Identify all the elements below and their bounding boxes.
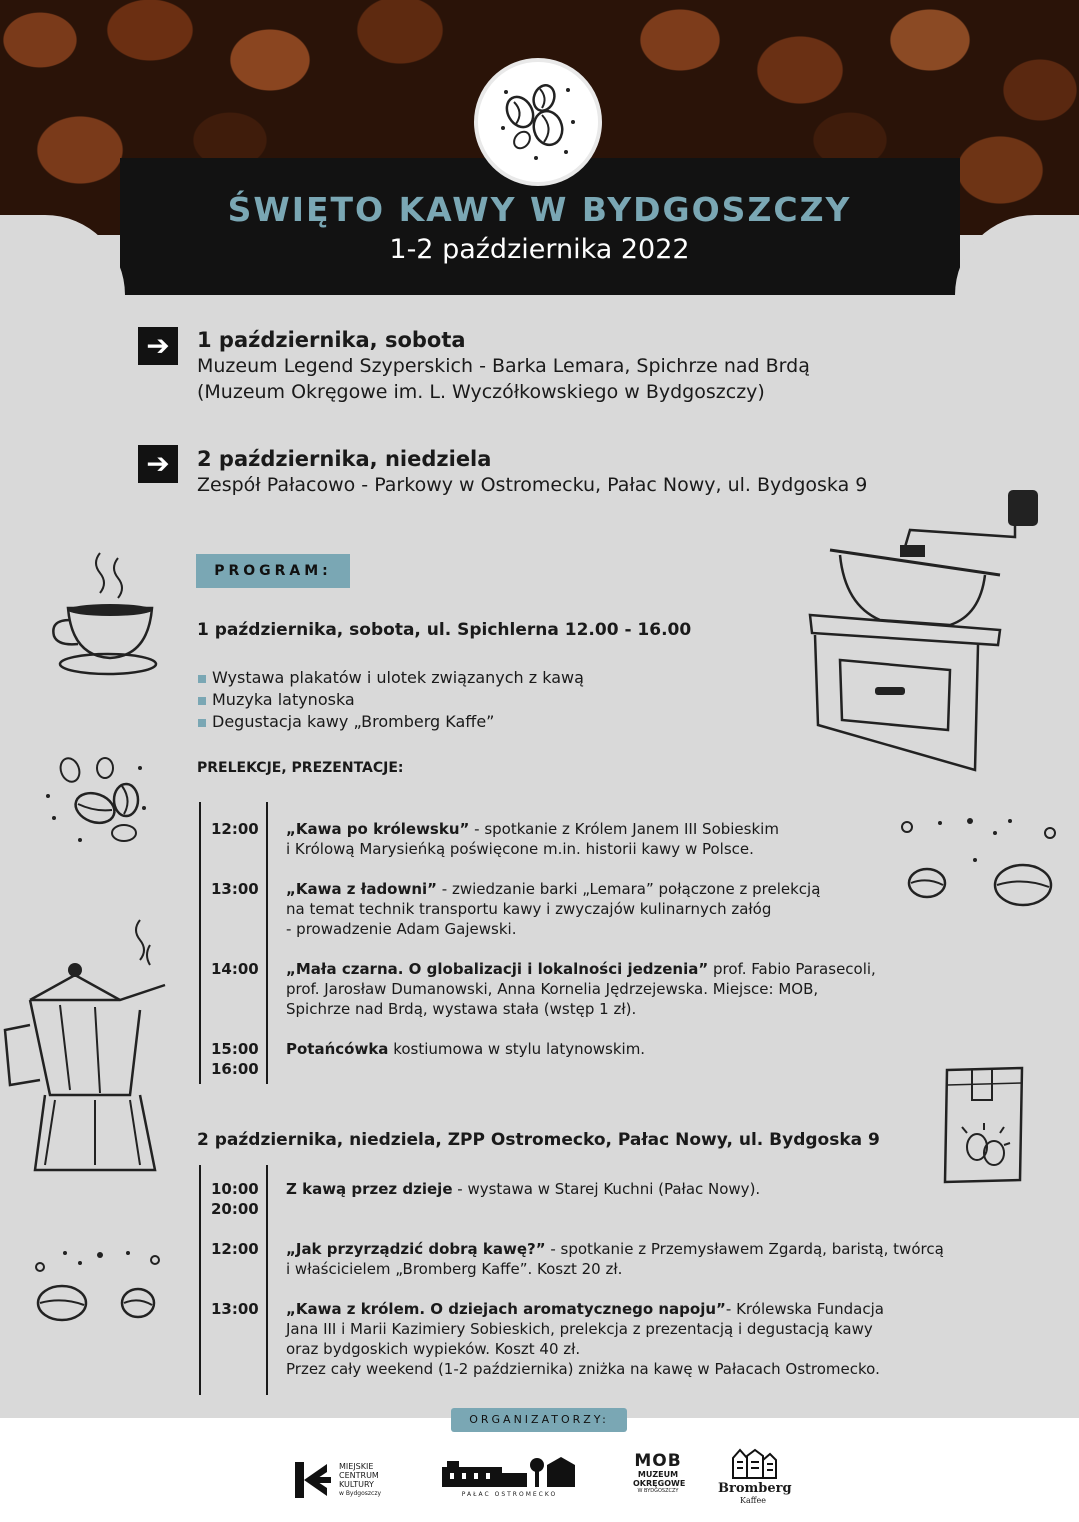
- event-title: ŚWIĘTO KAWY W BYDGOSZCZY: [227, 190, 852, 229]
- coffee-beans-icon: [30, 1245, 170, 1325]
- logo-text-line: w Bydgoszczy: [339, 1490, 382, 1497]
- event-dates: 1-2 października 2022: [389, 234, 690, 265]
- event-description: [286, 819, 1006, 859]
- event-text: - Królewska Fundacja: [725, 1300, 884, 1318]
- list-item: [198, 689, 355, 711]
- logo-text-line: OKRĘGOWE: [633, 1479, 686, 1488]
- event-text: - wystawa w Starej Kuchni (Pałac Nowy).: [452, 1180, 761, 1198]
- event-start-time: 10:00: [211, 1180, 259, 1198]
- event-time: 13:00: [211, 880, 259, 898]
- arrow-right-icon: ➔: [138, 327, 178, 365]
- coffee-beans-icon: [478, 62, 598, 182]
- festival-logo: [474, 58, 602, 186]
- list-item: [198, 711, 494, 733]
- bromberg-kaffee-logo: [718, 1450, 792, 1505]
- logo-text-line: MIEJSKIE: [339, 1462, 374, 1471]
- event-time: 14:00: [211, 960, 259, 978]
- palace-logo: [442, 1455, 577, 1500]
- event-time: 12:00: [211, 820, 259, 838]
- event-text: Przez cały weekend (1-2 października) zniżka na kawę w Pałacach Ostromecko.: [286, 1360, 880, 1378]
- list-item-text: Muzyka latynoska: [212, 690, 355, 709]
- mck-logo-icon: [295, 1462, 335, 1498]
- event-text: Jana III i Marii Kazimiery Sobieskich, prelekcja z prezentacją i degustacją kawy: [286, 1320, 873, 1338]
- coffee-beans-icon: [40, 748, 150, 848]
- event-title: „Kawa z królem. O dziejach aromatycznego napoju”: [286, 1300, 726, 1318]
- event-text: - prowadzenie Adam Gajewski.: [286, 920, 517, 938]
- bullet-icon: [198, 675, 206, 683]
- building-icon: [728, 1450, 778, 1478]
- coffee-cup-icon: [50, 548, 160, 678]
- location-2-line: Zespół Pałacowo - Parkowy w Ostromecku, Pałac Nowy, ul. Bydgoska 9: [197, 474, 868, 496]
- event-description: [286, 959, 1006, 1019]
- event-text: i właścicielem „Bromberg Kaffe”. Koszt 20 zł.: [286, 1260, 623, 1278]
- day-1-heading: 1 października, sobota, ul. Spichlerna 12.00 - 16.00: [197, 620, 692, 640]
- coffee-grinder-icon: [800, 485, 1010, 775]
- event-title: Z kawą przez dzieje: [286, 1180, 453, 1198]
- timeline-line: [199, 802, 201, 1084]
- arrow-right-icon: ➔: [138, 445, 178, 483]
- location-1-line: Muzeum Legend Szyperskich - Barka Lemara, Spichrze nad Brdą: [197, 355, 810, 377]
- event-time: 12:00: [211, 1240, 259, 1258]
- day-2-heading: 2 października, niedziela, ZPP Ostromecko, Pałac Nowy, ul. Bydgoska 9: [197, 1130, 880, 1150]
- logo-text-line: CENTRUM: [339, 1471, 379, 1480]
- event-title: „Jak przyrządzić dobrą kawę?”: [286, 1240, 546, 1258]
- bromberg-logo-text: Bromberg: [718, 1481, 792, 1496]
- program-badge: PROGRAM:: [196, 554, 350, 588]
- event-text: na temat technik transportu kawy i zwyczajów kulinarnych załóg: [286, 900, 772, 918]
- timeline-line: [266, 1165, 268, 1395]
- event-text: - spotkanie z Królem Janem III Sobieskim: [469, 820, 779, 838]
- event-time: 13:00: [211, 1300, 259, 1318]
- event-time: [211, 1039, 259, 1079]
- event-end-time: 16:00: [211, 1060, 259, 1078]
- event-description: [286, 1239, 1006, 1279]
- lectures-heading: PRELEKCJE, PREZENTACJE:: [197, 760, 404, 776]
- logo-text-line: W BYDGOSZCZY: [637, 1488, 679, 1494]
- event-description: [286, 879, 1006, 939]
- location-2-heading: 2 października, niedziela: [197, 447, 492, 471]
- mck-logo-text: [339, 1462, 381, 1498]
- timeline-line: [199, 1165, 201, 1395]
- coffee-bag-icon: [942, 1065, 1027, 1185]
- organizers-badge: ORGANIZATORZY:: [451, 1408, 627, 1432]
- kaffee-logo-text: Kaffee: [740, 1496, 766, 1505]
- event-description: [286, 1039, 1006, 1059]
- logo-text-line: MUZEUM: [637, 1470, 679, 1479]
- event-text: prof. Jarosław Dumanowski, Anna Kornelia Jędrzejewska. Miejsce: MOB,: [286, 980, 819, 998]
- event-text: Spichrze nad Brdą, wystawa stała (wstęp 1 zł).: [286, 1000, 637, 1018]
- event-text: kostiumowa w stylu latynowskim.: [388, 1040, 646, 1058]
- event-text: i Królową Marysieńką poświęcone m.in. historii kawy w Polsce.: [286, 840, 754, 858]
- event-text: oraz bydgoskich wypieków. Koszt 40 zł.: [286, 1340, 581, 1358]
- palace-silhouette-icon: [442, 1455, 577, 1487]
- event-text: - spotkanie z Przemysławem Zgardą, baristą, twórcą: [545, 1240, 944, 1258]
- list-item: [198, 667, 584, 689]
- bullet-icon: [198, 719, 206, 727]
- list-item-text: Wystawa plakatów i ulotek związanych z kawą: [212, 668, 584, 687]
- moka-pot-icon: [0, 915, 175, 1175]
- location-1-heading: 1 października, sobota: [197, 328, 466, 352]
- timeline-line: [266, 802, 268, 1084]
- event-description: [286, 1179, 1006, 1199]
- event-text: - zwiedzanie barki „Lemara” połączone z prelekcją: [437, 880, 821, 898]
- event-time: [211, 1179, 259, 1219]
- event-start-time: 15:00: [211, 1040, 259, 1058]
- event-description: [286, 1299, 1006, 1379]
- logo-text-line: KULTURY: [339, 1480, 374, 1489]
- mck-logo: [295, 1460, 395, 1500]
- event-title: Potańcówka: [286, 1040, 389, 1058]
- event-title: „Mała czarna. O globalizacji i lokalności jedzenia”: [286, 960, 709, 978]
- event-title: „Kawa po królewsku”: [286, 820, 470, 838]
- list-item-text: Degustacja kawy „Bromberg Kaffe”: [212, 712, 495, 731]
- event-title: „Kawa z ładowni”: [286, 880, 438, 898]
- event-end-time: 20:00: [211, 1200, 259, 1218]
- mob-logo-mark: MOB: [634, 1451, 682, 1471]
- palace-logo-text: PAŁAC OSTROMECKO: [461, 1491, 558, 1498]
- location-1-line: (Muzeum Okręgowe im. L. Wyczółkowskiego w Bydgoszczy): [197, 381, 765, 403]
- bullet-icon: [198, 697, 206, 705]
- event-text: prof. Fabio Parasecoli,: [708, 960, 876, 978]
- mob-logo: [633, 1451, 686, 1503]
